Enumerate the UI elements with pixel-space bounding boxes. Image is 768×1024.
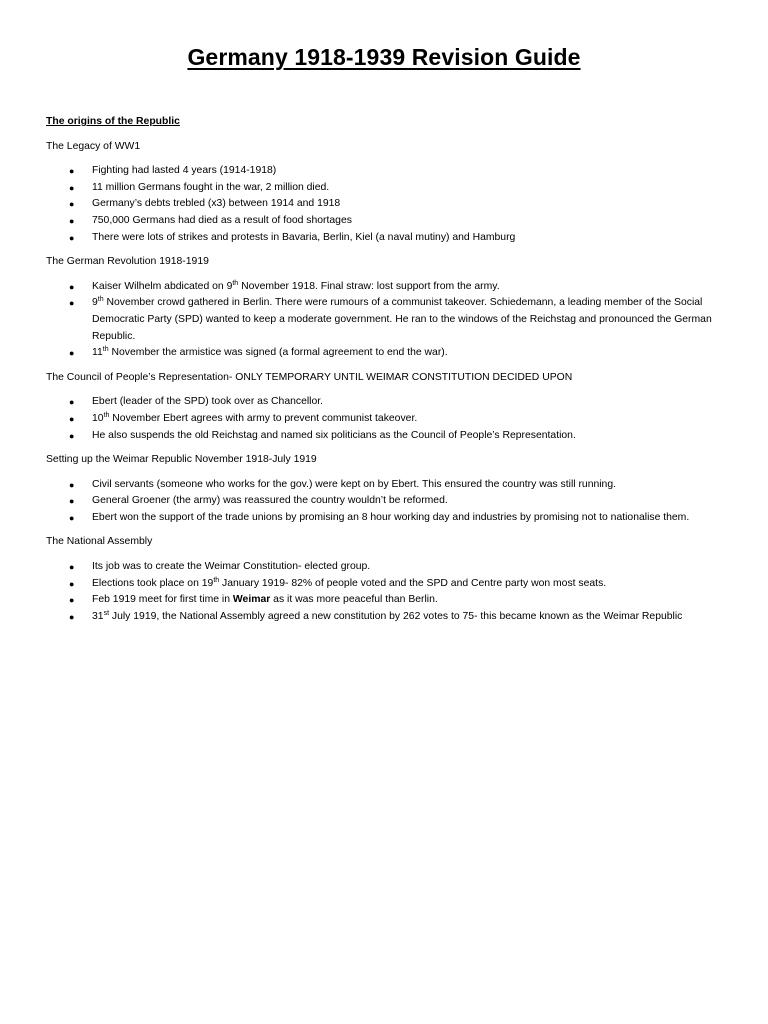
- bullet-icon: ●: [69, 578, 75, 589]
- bullet-icon: ●: [69, 348, 75, 359]
- document-body: [46, 114, 726, 633]
- assembly-bullet-list: [46, 559, 726, 625]
- list-item: [46, 609, 726, 626]
- list-item-text-end: November crowd gathered in Berlin. There were rumours of a communist takeover. Schiedemann, a leading member of the Social Democratic Party (SPD) wanted to keep a moderate government. He ran to the windows of the Reichstag and pronounced the German Republic.: [92, 297, 712, 342]
- list-item-text-start: Feb 1919 meet for first time in: [92, 594, 233, 606]
- list-item: [46, 213, 726, 230]
- list-item: [46, 295, 726, 345]
- list-item: [46, 279, 726, 296]
- list-item-text: General Groener (the army) was reassured the country wouldn’t be reformed.: [92, 495, 448, 507]
- subheading-legacy-ww1: The Legacy of WW1: [46, 140, 141, 152]
- subheading-national-assembly: The National Assembly: [46, 536, 153, 548]
- list-item: [46, 477, 726, 494]
- list-item-text-start: Kaiser Wilhelm abdicated on 9: [92, 280, 233, 292]
- weimar-setup-bullet-list: [46, 477, 726, 527]
- legacy-bullet-list: [46, 163, 726, 246]
- list-item-text-end: July 1919, the National Assembly agreed a new constitution by 262 votes to 75- this became known as the Weimar Republic: [109, 610, 683, 622]
- subheading-council: The Council of People’s Representation- ONLY TEMPORARY UNTIL WEIMAR CONSTITUTION DECIDED UPON: [46, 371, 573, 383]
- bullet-icon: ●: [69, 413, 75, 424]
- list-item-text-start: Elections took place on 19: [92, 577, 214, 589]
- document-title: Germany 1918-1939 Revision Guide: [187, 44, 581, 70]
- bullet-icon: ●: [69, 199, 75, 210]
- list-item: [46, 428, 726, 445]
- list-item: [46, 510, 726, 527]
- list-item-text-end: November 1918. Final straw: lost support from the army.: [238, 280, 500, 292]
- section-heading-origins: The origins of the Republic: [46, 116, 180, 127]
- ordinal-suffix: th: [102, 346, 109, 354]
- list-item: [46, 196, 726, 213]
- list-item-text-start: 11: [92, 347, 103, 359]
- bullet-icon: ●: [69, 215, 75, 226]
- list-item: [46, 394, 726, 411]
- list-item-text-end: January 1919- 82% of people voted and the SPD and Centre party won most seats.: [219, 577, 607, 589]
- revolution-bullet-list: [46, 279, 726, 362]
- list-item-text: There were lots of strikes and protests in Bavaria, Berlin, Kiel (a naval mutiny) and Hamburg: [92, 231, 516, 243]
- list-item: [46, 592, 726, 609]
- list-item-text-start: 10: [92, 412, 104, 424]
- ordinal-suffix: th: [97, 296, 104, 304]
- list-item: [46, 559, 726, 576]
- bullet-icon: ●: [69, 182, 75, 193]
- bullet-icon: ●: [69, 595, 75, 606]
- bullet-icon: ●: [69, 298, 75, 309]
- list-item-text-end: as it was more peaceful than Berlin.: [270, 594, 438, 606]
- list-item: [46, 230, 726, 247]
- subheading-weimar-setup: Setting up the Weimar Republic November 1918-July 1919: [46, 454, 317, 466]
- bullet-icon: ●: [69, 430, 75, 441]
- list-item-text: 750,000 Germans had died as a result of food shortages: [92, 214, 352, 226]
- list-item: [46, 163, 726, 180]
- bullet-icon: ●: [69, 479, 75, 490]
- list-item-text: 11 million Germans fought in the war, 2 million died.: [92, 181, 330, 193]
- list-item-text-end: November Ebert agrees with army to prevent communist takeover.: [109, 412, 418, 424]
- council-bullet-list: [46, 394, 726, 444]
- list-item: [46, 411, 726, 428]
- ordinal-suffix: th: [103, 411, 110, 419]
- list-item: [46, 493, 726, 510]
- bullet-icon: ●: [69, 611, 75, 622]
- list-item-text: He also suspends the old Reichstag and named six politicians as the Council of People’s Representation.: [92, 429, 576, 441]
- list-item-text: Germany’s debts trebled (x3) between 1914 and 1918: [92, 198, 341, 210]
- list-item-text: Ebert won the support of the trade unions by promising an 8 hour working day and industries by promising not to nationalise them.: [92, 511, 690, 523]
- bullet-icon: ●: [69, 166, 75, 177]
- bullet-icon: ●: [69, 562, 75, 573]
- subheading-german-revolution: The German Revolution 1918-1919: [46, 256, 209, 268]
- bullet-icon: ●: [69, 232, 75, 243]
- ordinal-suffix: th: [232, 279, 239, 287]
- list-item-text: Fighting had lasted 4 years (1914-1918): [92, 165, 277, 177]
- emphasis-weimar: Weimar: [232, 594, 271, 606]
- list-item: [46, 180, 726, 197]
- list-item-text: Its job was to create the Weimar Constitution- elected group.: [92, 561, 371, 573]
- ordinal-suffix: st: [103, 609, 110, 617]
- bullet-icon: ●: [69, 281, 75, 292]
- list-item: [46, 576, 726, 593]
- list-item: [46, 345, 726, 362]
- bullet-icon: ●: [69, 496, 75, 507]
- ordinal-suffix: th: [213, 576, 220, 584]
- list-item-text-start: 9: [92, 297, 98, 309]
- bullet-icon: ●: [69, 512, 75, 523]
- list-item-text-end: November the armistice was signed (a formal agreement to end the war).: [108, 347, 448, 359]
- list-item-text-start: 31: [92, 610, 104, 622]
- list-item-text: Ebert (leader of the SPD) took over as Chancellor.: [92, 396, 324, 408]
- list-item-text: Civil servants (someone who works for the gov.) were kept on by Ebert. This ensured the country was still running.: [92, 478, 617, 490]
- bullet-icon: ●: [69, 397, 75, 408]
